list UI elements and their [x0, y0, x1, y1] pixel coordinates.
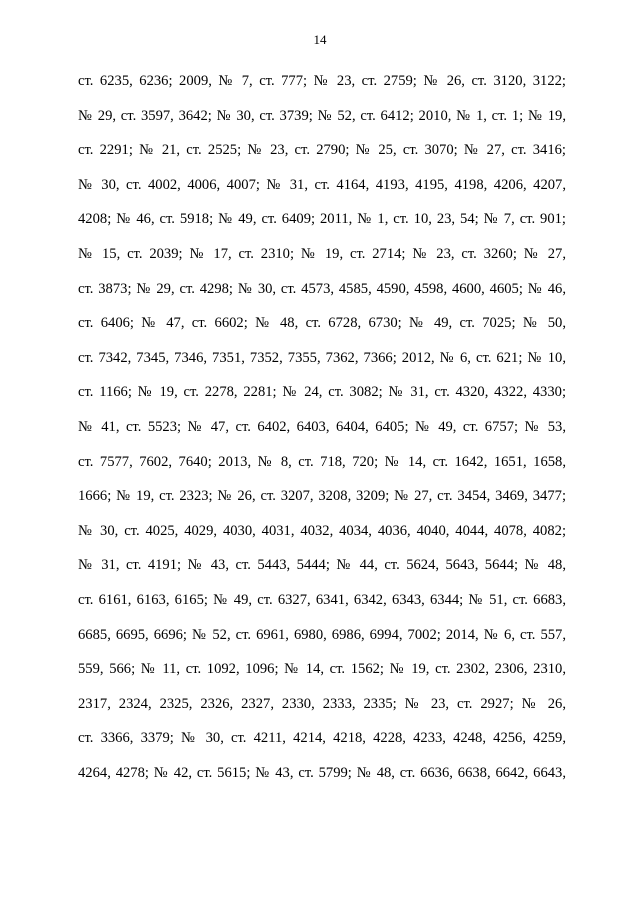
text-line: № 30, ст. 4002, 4006, 4007; № 31, ст. 4164, 4193, 4195, 4198, 4206, 4207, [78, 176, 566, 193]
page-number: 14 [313, 32, 327, 47]
text-line: № 29, ст. 3597, 3642; № 30, ст. 3739; № 52, ст. 6412; 2010, № 1, ст. 1; № 19, [78, 107, 566, 124]
text-line: ст. 6235, 6236; 2009, № 7, ст. 777; № 23, ст. 2759; № 26, ст. 3120, 3122; [78, 73, 566, 89]
text-line: ст. 6406; № 47, ст. 6602; № 48, ст. 6728, 6730; № 49, ст. 7025; № 50, [78, 315, 566, 332]
text-line: ст. 7577, 7602, 7640; 2013, № 8, ст. 718, 720; № 14, ст. 1642, 1651, 1658, [78, 453, 566, 470]
text-line: № 41, ст. 5523; № 47, ст. 6402, 6403, 6404, 6405; № 49, ст. 6757; № 53, [78, 418, 566, 435]
text-line: ст. 7342, 7345, 7346, 7351, 7352, 7355, 7362, 7366; 2012, № 6, ст. 621; № 10, [78, 349, 566, 366]
text-line: 559, 566; № 11, ст. 1092, 1096; № 14, ст. 1562; № 19, ст. 2302, 2306, 2310, [78, 661, 566, 678]
text-line: № 30, ст. 4025, 4029, 4030, 4031, 4032, 4034, 4036, 4040, 4044, 4078, 4082; [78, 522, 566, 539]
text-line: 1666; № 19, ст. 2323; № 26, ст. 3207, 3208, 3209; № 27, ст. 3454, 3469, 3477; [78, 488, 566, 505]
text-line: ст. 3873; № 29, ст. 4298; № 30, ст. 4573, 4585, 4590, 4598, 4600, 4605; № 46, [78, 280, 566, 297]
text-line: ст. 3366, 3379; № 30, ст. 4211, 4214, 4218, 4228, 4233, 4248, 4256, 4259, [78, 730, 566, 747]
text-line: 6685, 6695, 6696; № 52, ст. 6961, 6980, 6986, 6994, 7002; 2014, № 6, ст. 557, [78, 626, 566, 643]
text-line: 4208; № 46, ст. 5918; № 49, ст. 6409; 2011, № 1, ст. 10, 23, 54; № 7, ст. 901; [78, 211, 566, 228]
text-line: ст. 6161, 6163, 6165; № 49, ст. 6327, 6341, 6342, 6343, 6344; № 51, ст. 6683, [78, 591, 566, 608]
text-line: ст. 1166; № 19, ст. 2278, 2281; № 24, ст. 3082; № 31, ст. 4320, 4322, 4330; [78, 384, 566, 401]
text-line: ст. 2291; № 21, ст. 2525; № 23, ст. 2790; № 25, ст. 3070; № 27, ст. 3416; [78, 142, 566, 159]
body-text [78, 64, 566, 790]
text-line: 2317, 2324, 2325, 2326, 2327, 2330, 2333, 2335; № 23, ст. 2927; № 26, [78, 695, 566, 712]
text-line: 4264, 4278; № 42, ст. 5615; № 43, ст. 5799; № 48, ст. 6636, 6638, 6642, 6643, [78, 764, 566, 781]
text-line: № 15, ст. 2039; № 17, ст. 2310; № 19, ст. 2714; № 23, ст. 3260; № 27, [78, 245, 566, 262]
text-line: № 31, ст. 4191; № 43, ст. 5443, 5444; № 44, ст. 5624, 5643, 5644; № 48, [78, 557, 566, 574]
